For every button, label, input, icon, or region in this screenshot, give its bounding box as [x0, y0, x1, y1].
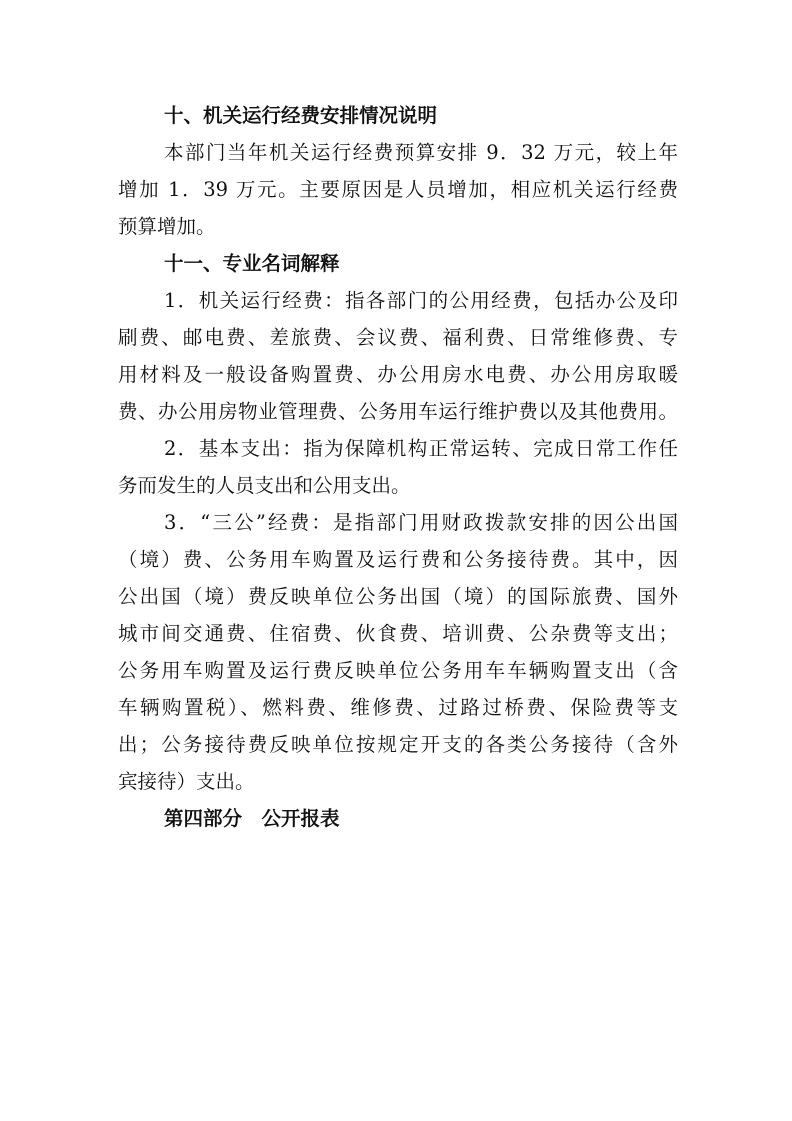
section10-line-2: 增加 1．39 万元。主要原因是人员增加，相应机关运行经费: [118, 178, 678, 201]
part4-heading: 第四部分 公开报表: [164, 807, 340, 830]
body-text: [118, 97, 678, 837]
section11-heading: 十一、专业名词解释: [164, 252, 340, 275]
item1-line-3: 用材料及一般设备购置费、办公用房水电费、办公用房取暖: [118, 363, 678, 386]
section10-line-1: 本部门当年机关运行经费预算安排 9．32 万元，较上年: [164, 141, 678, 164]
section10-line-3: 预算增加。: [118, 215, 216, 238]
item2-line-2: 务而发生的人员支出和公用支出。: [118, 474, 411, 497]
item3-line-5: 公务用车购置及运行费反映单位公务用车车辆购置支出（含: [118, 659, 678, 682]
item3-line-3: 公出国（境）费反映单位公务出国（境）的国际旅费、国外: [118, 585, 678, 608]
section10-heading: 十、机关运行经费安排情况说明: [164, 104, 438, 127]
item1-line-1: 1．机关运行经费：指各部门的公用经费，包括办公及印: [164, 289, 678, 312]
item3-line-4: 城市间交通费、住宿费、伙食费、培训费、公杂费等支出；: [118, 622, 678, 645]
item2-line-1: 2．基本支出：指为保障机构正常运转、完成日常工作任: [164, 437, 678, 460]
item3-line-7: 出；公务接待费反映单位按规定开支的各类公务接待（含外: [118, 733, 678, 756]
item3-line-1: 3．“三公”经费：是指部门用财政拨款安排的因公出国: [164, 511, 678, 534]
item3-line-8: 宾接待）支出。: [118, 770, 255, 793]
item3-line-2: （境）费、公务用车购置及运行费和公务接待费。其中，因: [118, 548, 678, 571]
item1-line-2: 刷费、邮电费、差旅费、会议费、福利费、日常维修费、专: [118, 326, 678, 349]
item3-line-6: 车辆购置税）、燃料费、维修费、过路过桥费、保险费等支: [118, 696, 678, 719]
item1-line-4: 费、办公用房物业管理费、公务用车运行维护费以及其他费用。: [118, 400, 678, 423]
